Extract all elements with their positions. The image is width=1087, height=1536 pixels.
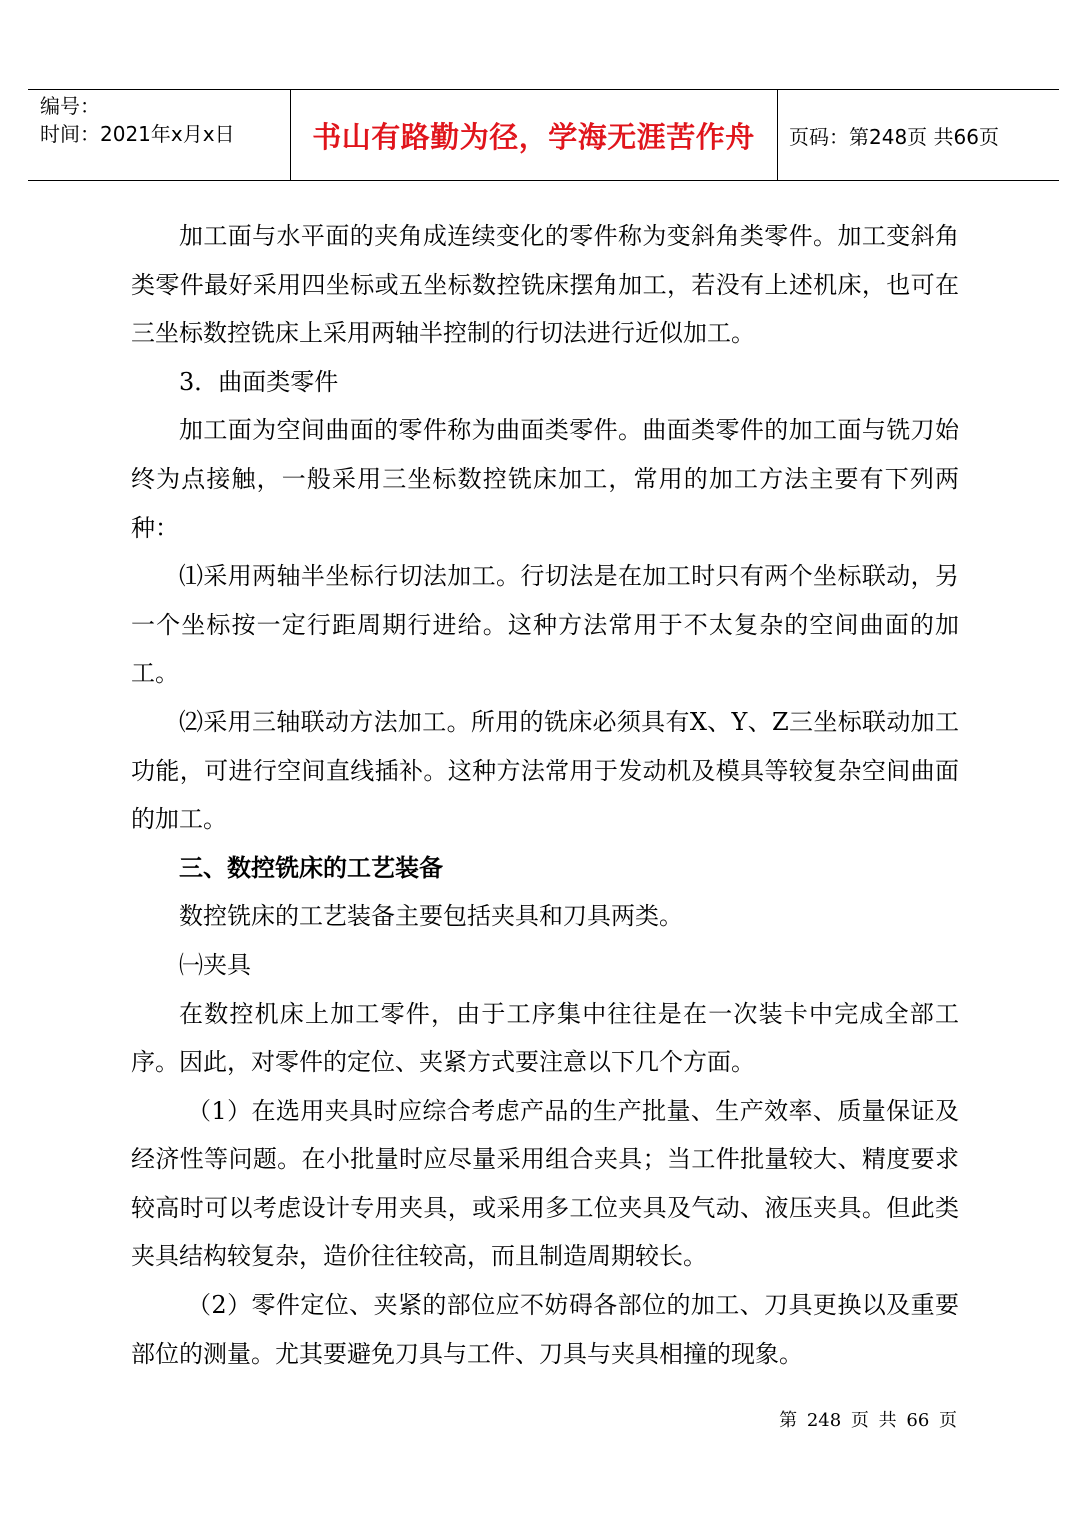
subheading-fixtures: ㈠夹具 [179,950,251,979]
paragraph-fixture-point-2: （2）零件定位、夹紧的部位应不妨碍各部位的加工、刀具更换以及重要部位的测量。尤其要避免刀具与工件、刀具与夹具相撞的现象。 [131,1291,959,1368]
paragraph-method-2: ⑵采用三轴联动方法加工。所用的铣床必须具有X、Y、Z三坐标联动加工功能，可进行空间直线插补。这种方法常用于发动机及模具等较复杂空间曲面的加工。 [131,707,959,834]
document-body [131,212,959,1378]
paragraph-curved-parts: 加工面为空间曲面的零件称为曲面类零件。曲面类零件的加工面与铣刀始终为点接触，一般采用三坐标数控铣床加工，常用的加工方法主要有下列两种： [131,416,959,542]
paragraph-fixture-point-1: （1）在选用夹具时应综合考虑产品的生产批量、生产效率、质量保证及经济性等问题。在小批量时应尽量采用组合夹具；当工件批量较大、精度要求较高时可以考虑设计专用夹具，或采用多工位夹具及气动、液压夹具。但此类夹具结构较复杂，造价往往较高，而且制造周期较长。 [131,1096,959,1271]
document-number-label: 编号： [40,94,100,118]
paragraph-method-1: ⑴采用两轴半坐标行切法加工。行切法是在加工时只有两个坐标联动，另一个坐标按一定行距周期行进给。这种方法常用于不太复杂的空间曲面的加工。 [131,562,959,688]
paragraph-tooling-intro: 数控铣床的工艺装备主要包括夹具和刀具两类。 [179,902,683,931]
page-header [28,89,1059,181]
header-motto: 书山有路勤为径，学海无涯苦作舟 [290,90,778,180]
page-footer: 第 248 页 共 66 页 [779,1410,957,1431]
section-heading-tooling: 三、数控铣床的工艺装备 [179,853,443,882]
header-page-label: 页码：第248页 共66页 [789,124,999,149]
paragraph-fixtures-intro: 在数控机床上加工零件，由于工序集中往往是在一次装卡中完成全部工序。因此，对零件的定位、夹紧方式要注意以下几个方面。 [131,999,959,1077]
document-time-label: 时间：2021年x月x日 [40,122,235,146]
paragraph-variable-bevel: 加工面与水平面的夹角成连续变化的零件称为变斜角类零件。加工变斜角类零件最好采用四坐标或五坐标数控铣床摆角加工，若没有上述机床，也可在三坐标数控铣床上采用两轴半控制的行切法进行近似加工。 [131,222,959,348]
subheading-curved-parts: 3．曲面类零件 [179,367,339,396]
header-meta [28,90,291,180]
